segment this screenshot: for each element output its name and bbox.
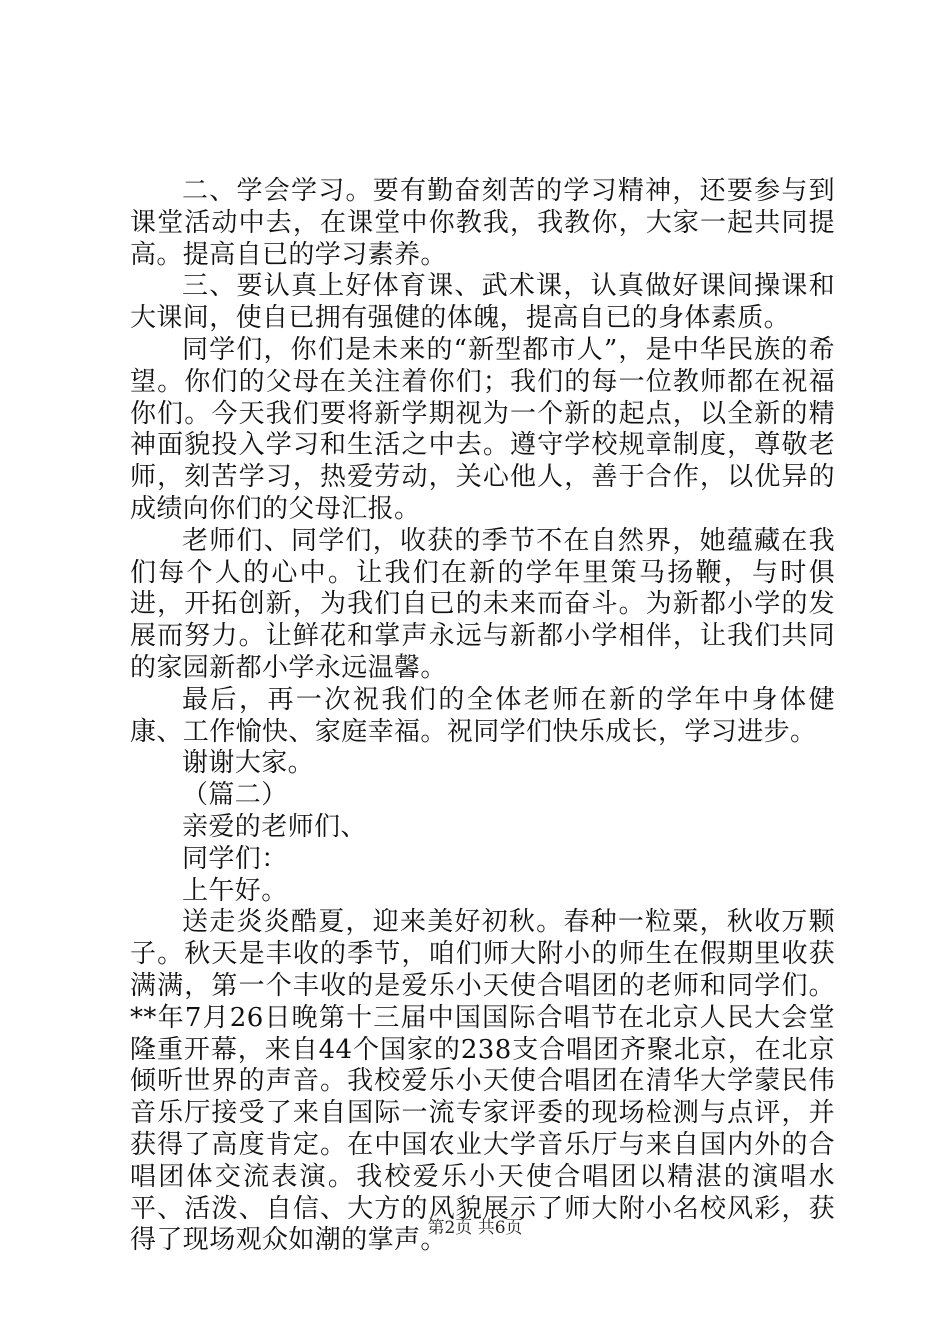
- paragraph-sports: 三、要认真上好体育课、武术课，认真做好课间操课和大课间，使自已拥有强健的体魄，提高自已的身体素质。: [130, 271, 835, 334]
- greeting: 上午好。: [182, 875, 288, 906]
- paragraph-students: 同学们，你们是未来的“新型都市人”，是中华民族的希望。你们的父母在关注着你们；我们的每一位教师都在祝福你们。今天我们要将新学期视为一个新的起点，以全新的精神面貌投入学习和生活之中去。遵守学校规章制度，尊敬老师，刻苦学习，热爱劳动，关心他人，善于合作，以优异的成绩向你们的父母汇报。: [130, 334, 835, 524]
- paragraph-learning: 二、学会学习。要有勤奋刻苦的学习精神，还要参与到课堂活动中去，在课堂中你教我，我教你，大家一起共同提高。提高自已的学习素养。: [130, 176, 835, 270]
- paragraph-closing-wishes: 最后，再一次祝我们的全体老师在新的学年中身体健康、工作愉快、家庭幸福。祝同学们快乐成长，学习进步。: [130, 684, 835, 747]
- paragraph-autumn-harvest: 送走炎炎酷夏，迎来美好初秋。春种一粒粟，秋收万颗子。秋天是丰收的季节，咱们师大附小的师生在假期里收获满满，第一个丰收的是爱乐小天使合唱团的老师和同学们。**年7月26日晚第十三届中国国际合唱节在北京人民大会堂隆重开幕，来自44个国家的238支合唱团齐聚北京，在北京倾听世界的声音。我校爱乐小天使合唱团在清华大学蒙民伟音乐厅接受了来自国际一流专家评委的现场检测与点评，并获得了高度肯定。在中国农业大学音乐厅与来自国内外的合唱团体交流表演。我校爱乐小天使合唱团以精湛的演唱水平、活泼、自信、大方的风貌展示了师大附小名校风彩，获得了现场观众如潮的掌声。: [130, 907, 835, 1256]
- salutation-teachers: 亲爱的老师们、: [182, 811, 367, 842]
- paragraph-thanks: 谢谢大家。: [182, 748, 315, 779]
- section-heading-part-two: （篇二）: [182, 780, 288, 811]
- salutation-students: 同学们：: [182, 843, 288, 874]
- paragraph-teachers-students: 老师们、同学们，收获的季节不在自然界，她蕴藏在我们每个人的心中。让我们在新的学年里策马扬鞭，与时俱进，开拓创新，为我们自已的未来而奋斗。为新都小学的发展而努力。让鲜花和掌声永远与新都小学相伴，让我们共同的家园新都小学永远温馨。: [130, 525, 835, 683]
- page-footer: 第2页 共6页: [427, 1218, 523, 1238]
- document-body: [130, 176, 835, 1257]
